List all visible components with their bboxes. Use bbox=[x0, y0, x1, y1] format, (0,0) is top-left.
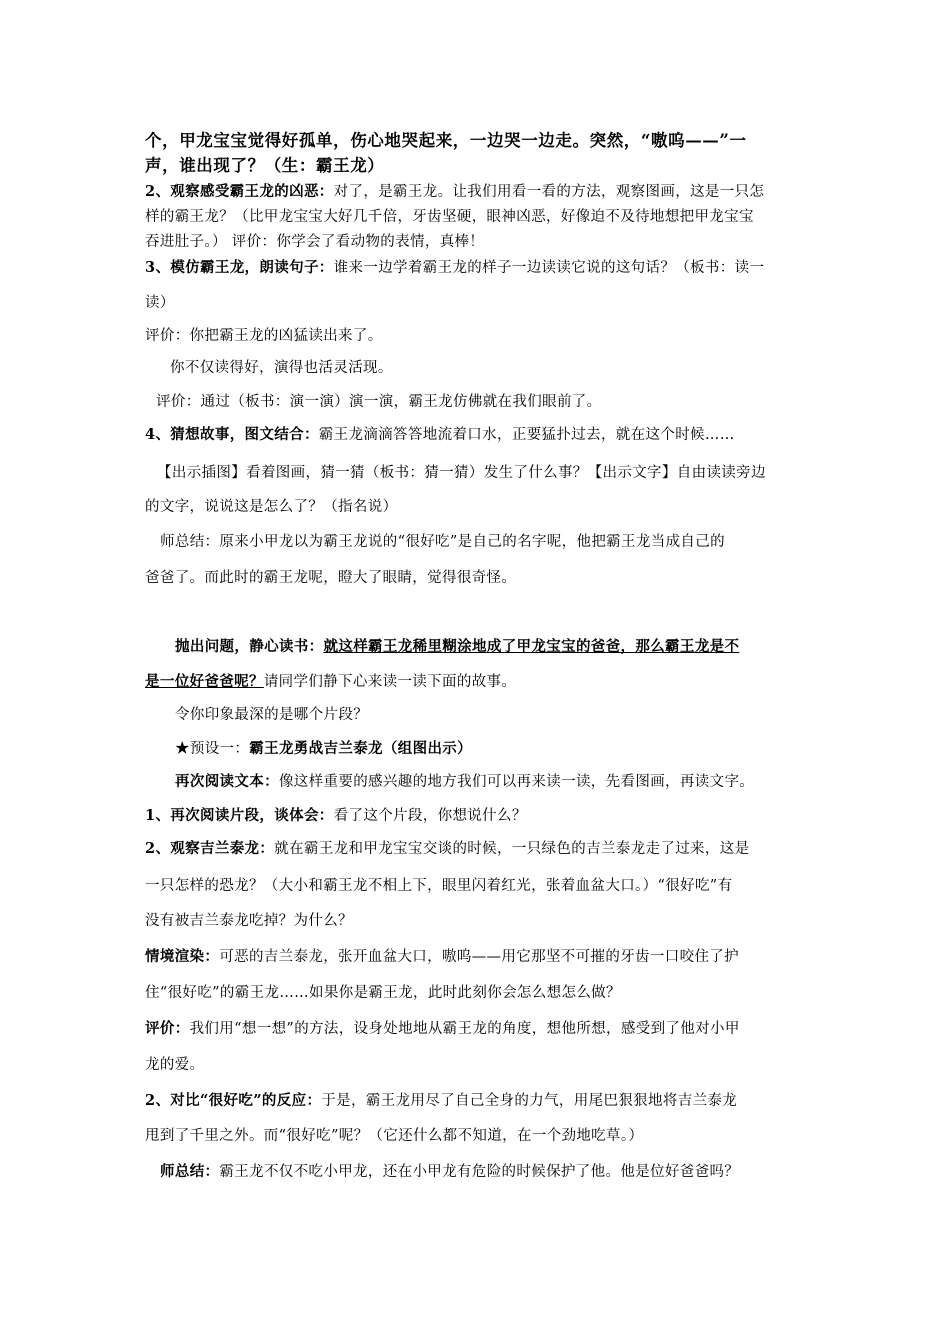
text-line bbox=[145, 127, 747, 151]
text-line bbox=[160, 530, 725, 551]
text-line bbox=[145, 230, 484, 251]
text-line bbox=[145, 152, 384, 176]
text-line bbox=[145, 837, 749, 858]
text-segment: 师总结： bbox=[160, 1163, 220, 1180]
text-segment: 龙的爱。 bbox=[145, 1057, 205, 1073]
text-line bbox=[145, 423, 735, 444]
text-line bbox=[145, 1089, 737, 1110]
text-segment: 谁来一边学着霸王龙的样子一边读读它说的这句话？（板书：读一 bbox=[333, 260, 765, 276]
text-line bbox=[145, 909, 353, 930]
text-segment: 没有被吉兰泰龙吃掉？为什么？ bbox=[145, 913, 353, 929]
text-segment: 对了，是霸王龙。让我们用看一看的方法，观察图画，这是一只怎 bbox=[333, 184, 765, 200]
text-segment: 像这样重要的感兴趣的地方我们可以再来读一读，先看图画，再读文字。 bbox=[278, 774, 755, 790]
text-line bbox=[175, 635, 739, 656]
text-line bbox=[145, 495, 397, 516]
text-line bbox=[175, 737, 472, 758]
text-segment: 读） bbox=[145, 295, 175, 311]
text-segment: 3、模仿霸王龙，朗读句子： bbox=[145, 259, 334, 276]
text-line bbox=[145, 1124, 643, 1145]
text-line bbox=[170, 356, 393, 377]
text-segment: 霸王龙滴滴答答地流着口水，正要猛扑过去，就在这个时候…… bbox=[318, 427, 735, 443]
text-line bbox=[145, 180, 764, 201]
text-segment: 于是，霸王龙用尽了自己全身的力气，用尾巴狠狠地将吉兰泰龙 bbox=[321, 1093, 738, 1109]
text-segment: 师总结：原来小甲龙以为霸王龙说的“很好吃”是自己的名字呢，他把霸王龙当成自己的 bbox=[160, 534, 725, 550]
text-segment: 看了这个片段，你想说什么？ bbox=[333, 808, 527, 824]
text-segment: 样的霸王龙？（比甲龙宝宝大好几千倍，牙齿坚硬，眼神凶恶，好像迫不及待地想把甲龙宝宝 bbox=[145, 209, 754, 225]
text-line bbox=[145, 324, 383, 345]
text-segment: 是一位好爸爸呢？ bbox=[145, 673, 264, 690]
text-line bbox=[145, 804, 527, 825]
text-segment: 评价：通过（板书：演一演）演一演，霸王龙仿佛就在我们眼前了。 bbox=[156, 394, 602, 410]
text-segment: 2、观察吉兰泰龙： bbox=[145, 840, 275, 857]
text-segment: 令你印象最深的是哪个片段？ bbox=[175, 707, 369, 723]
text-segment: 请同学们静下心来读一读下面的故事。 bbox=[263, 674, 517, 690]
text-line bbox=[145, 205, 754, 226]
text-segment: 可恶的吉兰泰龙，张开血盆大口，嗷呜——用它那坚不可摧的牙齿一口咬住了护 bbox=[219, 949, 739, 965]
text-segment: 个，甲龙宝宝觉得好孤单，伤心地哭起来，一边哭一边走。突然，“嗷呜——”一 bbox=[145, 131, 747, 150]
text-segment: 霸王龙不仅不吃小甲龙，还在小甲龙有危险的时候保护了他。他是位好爸爸吗？ bbox=[219, 1164, 740, 1180]
text-segment: 住“很好吃”的霸王龙……如果你是霸王龙，此时此刻你会怎么想怎么做？ bbox=[145, 985, 621, 1001]
text-line bbox=[156, 390, 602, 411]
text-segment: 甩到了千里之外。而“很好吃”呢？（它还什么都不知道，在一个劲地吃草。） bbox=[145, 1128, 644, 1144]
text-segment: 2、观察感受霸王龙的凶恶： bbox=[145, 183, 334, 200]
text-segment: 我们用“想一想”的方法，设身处地地从霸王龙的角度，想他所想，感受到了他对小甲 bbox=[189, 1021, 740, 1037]
text-line bbox=[145, 981, 621, 1002]
text-segment: 就这样霸王龙稀里糊涂地成了甲龙宝宝的爸爸，那么霸王龙是不 bbox=[323, 638, 740, 655]
text-segment: 声，谁出现了？（生：霸王龙） bbox=[145, 156, 385, 175]
text-segment: 情境渲染： bbox=[145, 948, 220, 965]
text-segment: 评价： bbox=[145, 1020, 190, 1037]
text-segment: 4、猜想故事，图文结合： bbox=[145, 426, 319, 443]
text-segment: 就在霸王龙和甲龙宝宝交谈的时候，一只绿色的吉兰泰龙走了过来，这是 bbox=[274, 841, 750, 857]
text-segment: 你不仅读得好，演得也活灵活现。 bbox=[170, 360, 393, 376]
text-line bbox=[175, 703, 368, 724]
text-line bbox=[145, 256, 764, 277]
text-line bbox=[145, 874, 732, 895]
text-line bbox=[145, 1017, 740, 1038]
text-line bbox=[157, 461, 766, 482]
text-segment: 吞进肚子。） 评价：你学会了看动物的表情，真棒！ bbox=[145, 234, 485, 250]
text-line bbox=[145, 945, 739, 966]
text-line bbox=[145, 670, 516, 691]
text-line bbox=[175, 770, 754, 791]
text-segment: 抛出问题，静心读书： bbox=[175, 638, 324, 655]
text-segment: ★预设一： bbox=[175, 741, 250, 757]
text-segment: 爸爸了。而此时的霸王龙呢，瞪大了眼睛，觉得很奇怪。 bbox=[145, 570, 517, 586]
text-segment: 2、对比“很好吃”的反应： bbox=[145, 1092, 322, 1109]
text-line bbox=[145, 1053, 204, 1074]
text-line bbox=[145, 291, 175, 312]
text-segment: 1、再次阅读片段，谈体会： bbox=[145, 807, 334, 824]
text-segment: 评价：你把霸王龙的凶猛读出来了。 bbox=[145, 328, 383, 344]
text-line bbox=[160, 1160, 739, 1181]
text-segment: 【出示插图】看着图画，猜一猜（板书：猜一猜）发生了什么事？【出示文字】自由读读旁边 bbox=[157, 465, 766, 481]
text-segment: 霸王龙勇战吉兰泰龙（组图出示） bbox=[249, 740, 472, 757]
text-segment: 再次阅读文本： bbox=[175, 773, 279, 790]
text-segment: 的文字，说说这是怎么了？（指名说） bbox=[145, 499, 398, 515]
text-line bbox=[145, 566, 516, 587]
text-segment: 一只怎样的恐龙？（大小和霸王龙不相上下，眼里闪着红光，张着血盆大口。）“很好吃”有 bbox=[145, 878, 733, 894]
